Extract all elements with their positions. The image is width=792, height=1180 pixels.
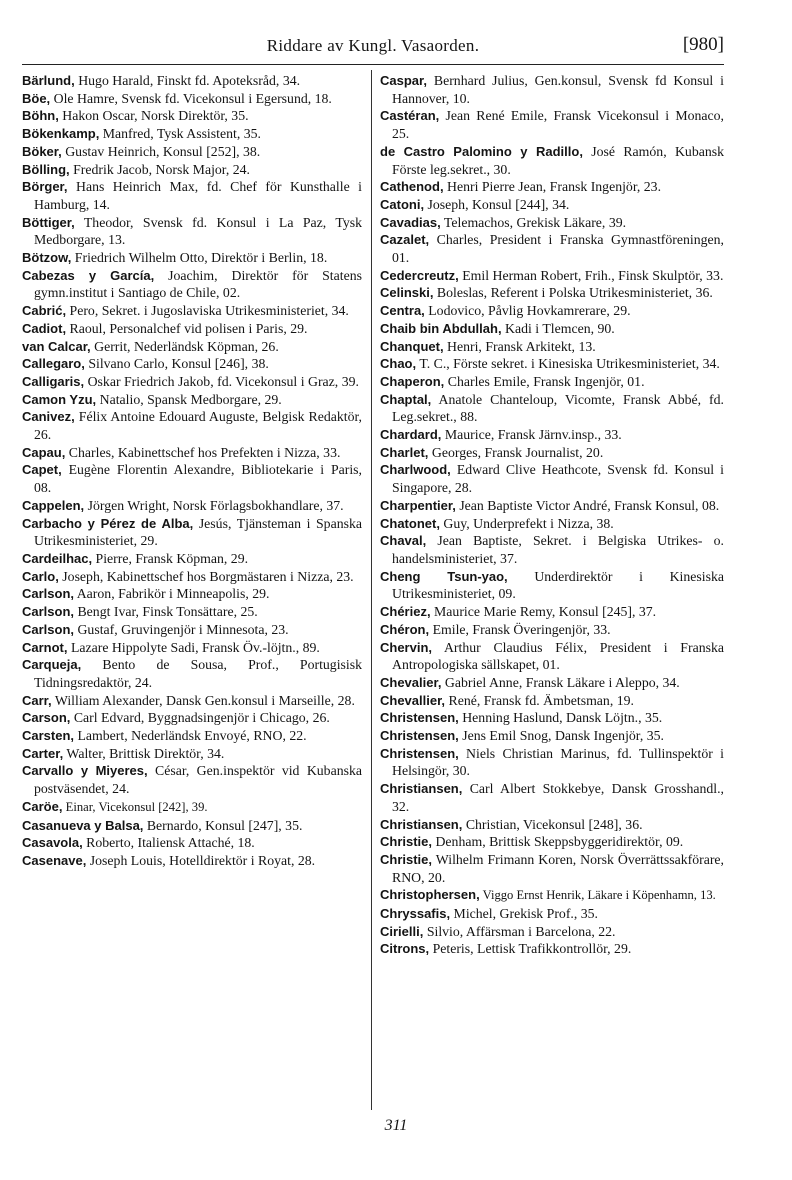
register-entry — [380, 178, 724, 196]
register-entry — [22, 72, 362, 90]
page-footer-number: 311 — [384, 1117, 408, 1134]
entry-details: Henning Haslund, Dansk Löjtn., 35. — [462, 710, 663, 726]
register-entry — [380, 709, 724, 727]
register-entry — [22, 107, 362, 125]
register-entry — [22, 161, 362, 179]
entry-surname: Cirielli, — [380, 923, 424, 939]
page-header — [22, 34, 724, 60]
entry-surname: Cardeilhac, — [22, 550, 93, 566]
register-entry — [22, 762, 362, 797]
entry-details: Underdirektör i Kinesiska Utrikesministeriet, 09. — [392, 568, 724, 602]
entry-surname: Callegaro, — [22, 356, 85, 372]
entry-surname: Canivez, — [22, 409, 75, 425]
entry-details: Silvio, Affärsman i Barcelona, 22. — [426, 923, 616, 939]
entry-details: Silvano Carlo, Konsul [246], 38. — [88, 356, 269, 372]
register-entry — [22, 214, 362, 249]
register-entry — [380, 816, 724, 834]
entry-surname: Carlson, — [22, 586, 75, 602]
register-entry — [22, 338, 362, 356]
register-entry — [380, 745, 724, 780]
entry-details: Jens Emil Snog, Dansk Ingenjör, 35. — [462, 728, 664, 744]
register-entry — [380, 905, 724, 923]
entry-surname: Carqueja, — [22, 657, 82, 673]
entry-details: Jean Baptiste, Sekret. i Belgiska Utrikes- o. handelsministeriet, 37. — [392, 533, 724, 566]
entry-surname: Capau, — [22, 444, 66, 460]
entry-details: Oskar Friedrich Jakob, fd. Vicekonsul i Graz, 39. — [87, 373, 359, 389]
entry-surname: Bötzow, — [22, 250, 72, 266]
register-entry — [380, 444, 724, 462]
entry-details: Charles, President i Franska Gymnastföreningen, 01. — [392, 232, 724, 266]
register-entry — [22, 497, 362, 515]
register-entry — [22, 267, 362, 302]
register-entry — [380, 674, 724, 692]
page-number-bracketed: [980] — [682, 34, 724, 55]
entry-details: Henri Pierre Jean, Fransk Ingenjör, 23. — [447, 179, 662, 195]
entry-surname: Chaib bin Abdullah, — [380, 320, 502, 336]
entry-surname: Casavola, — [22, 835, 83, 851]
register-entry — [380, 391, 724, 426]
entry-details: Peteris, Lettisk Trafikkontrollör, 29. — [432, 941, 632, 957]
register-entry — [380, 532, 724, 567]
entry-details: Michel, Grekisk Prof., 35. — [453, 906, 599, 922]
entry-surname: Centra, — [380, 303, 425, 319]
entry-surname: Camon Yzu, — [22, 391, 97, 407]
entry-details: Telemachos, Grekisk Läkare, 39. — [443, 214, 627, 230]
entry-details: Bernardo, Konsul [247], 35. — [146, 817, 303, 833]
entry-surname: van Calcar, — [22, 338, 91, 354]
register-entry — [380, 621, 724, 639]
entry-details: Joachim, Direktör för Statens gymn.institut i Santiago de Chile, 02. — [34, 267, 362, 301]
register-entry — [380, 833, 724, 851]
entry-details: Jean René Emile, Fransk Vicekonsul i Monaco, 25. — [392, 108, 724, 142]
register-entry — [380, 214, 724, 232]
page-title: Riddare av Kungl. Vasaorden. — [266, 36, 480, 55]
entry-details: Aaron, Fabrikör i Minneapolis, 29. — [76, 586, 270, 602]
entry-surname: Chryssafis, — [380, 906, 451, 922]
entry-surname: Cheng Tsun-yao, — [380, 568, 508, 584]
entry-details: Hugo Harald, Finskt fd. Apoteksråd, 34. — [78, 73, 301, 88]
entry-surname: Catoni, — [380, 196, 425, 212]
entry-details: Ole Hamre, Svensk fd. Vicekonsul i Egersund, 18. — [53, 90, 332, 106]
register-entry — [22, 585, 362, 603]
entry-details: Einar, Vicekonsul [242], 39. — [65, 799, 208, 814]
entry-surname: Celinski, — [380, 285, 434, 301]
entry-details: Charles Emile, Fransk Ingenjör, 01. — [447, 373, 645, 389]
entry-details: Carl Albert Stokkebye, Dansk Grosshandl., 32. — [392, 781, 724, 814]
right-column — [380, 72, 724, 958]
entry-details: Anatole Chanteloup, Vicomte, Fransk Abbé, fd. Leg.sekret., 88. — [392, 391, 724, 425]
entry-surname: Casenave, — [22, 852, 87, 868]
entry-details: Kadi i Tlemcen, 90. — [505, 320, 615, 336]
entry-surname: Christiansen, — [380, 816, 463, 832]
entry-details: Lambert, Nederländsk Envoyé, RNO, 22. — [77, 728, 307, 744]
register-entry — [380, 196, 724, 214]
register-entry — [380, 426, 724, 444]
register-entry — [22, 692, 362, 710]
entry-surname: Chanquet, — [380, 338, 444, 354]
register-entry — [380, 461, 724, 496]
entry-details: Gabriel Anne, Fransk Läkare i Aleppo, 34. — [444, 674, 680, 690]
entry-details: Gustav Heinrich, Konsul [252], 38. — [65, 143, 261, 159]
register-entry — [380, 515, 724, 533]
register-entry — [22, 143, 362, 161]
register-entry — [380, 355, 724, 373]
column-divider — [371, 70, 372, 1110]
register-entry — [380, 497, 724, 515]
entry-surname: Carlson, — [22, 621, 75, 637]
entry-surname: Chevalier, — [380, 674, 442, 690]
register-entry — [22, 817, 362, 835]
entry-surname: Böttiger, — [22, 214, 75, 230]
entry-surname: Christie, — [380, 834, 433, 850]
entry-surname: Carnot, — [22, 639, 68, 655]
entry-surname: Chevallier, — [380, 692, 446, 708]
entry-details: Bengt Ivar, Finsk Tonsättare, 25. — [77, 604, 258, 620]
entry-details: Edward Clive Heathcote, Svensk fd. Konsul i Singapore, 28. — [392, 462, 724, 496]
register-entry — [380, 72, 724, 107]
register-entry — [380, 639, 724, 674]
entry-surname: Charlwood, — [380, 462, 451, 478]
entry-details: Maurice, Fransk Järnv.insp., 33. — [444, 427, 622, 443]
left-column — [22, 72, 362, 870]
entry-surname: Christie, — [380, 851, 433, 867]
register-entry — [22, 444, 362, 462]
register-entry — [22, 798, 362, 817]
register-entry — [22, 745, 362, 763]
register-entry — [22, 125, 362, 143]
entry-details: Félix Antoine Edouard Auguste, Belgisk Redaktör, 26. — [34, 409, 362, 443]
register-entry — [22, 355, 362, 373]
entry-surname: Böker, — [22, 143, 62, 159]
register-entry — [380, 727, 724, 745]
register-entry — [380, 231, 724, 266]
register-entry — [380, 923, 724, 941]
register-entry — [22, 639, 362, 657]
register-entry — [22, 320, 362, 338]
register-entry — [380, 851, 724, 886]
header-rule — [22, 64, 724, 65]
entry-details: Viggo Ernst Henrik, Läkare i Köpenhamn, 13. — [482, 888, 716, 903]
entry-surname: Chéron, — [380, 621, 430, 637]
entry-details: Henri, Fransk Arkitekt, 13. — [447, 338, 596, 354]
entry-surname: Börger, — [22, 179, 68, 195]
entry-details: René, Fransk fd. Ämbetsman, 19. — [448, 692, 634, 708]
register-entry — [380, 284, 724, 302]
entry-surname: Caspar, — [380, 73, 427, 88]
register-entry — [380, 320, 724, 338]
register-entry — [380, 107, 724, 142]
register-entry — [22, 373, 362, 391]
register-entry — [22, 656, 362, 691]
register-entry — [22, 603, 362, 621]
entry-details: Joseph, Konsul [244], 34. — [427, 196, 570, 212]
entry-surname: Christensen, — [380, 710, 459, 726]
entry-surname: Casanueva y Balsa, — [22, 817, 144, 833]
entry-details: Guy, Underprefekt i Nizza, 38. — [443, 515, 614, 531]
entry-details: Jörgen Wright, Norsk Förlagsbokhandlare, 37. — [87, 497, 344, 513]
entry-surname: Chaval, — [380, 533, 427, 549]
entry-details: Pierre, Fransk Köpman, 29. — [95, 550, 249, 566]
entry-surname: Christiansen, — [380, 781, 463, 797]
entry-details: Niels Christian Marinus, fd. Tullinspektör i Helsingör, 30. — [392, 745, 724, 779]
register-entry — [22, 90, 362, 108]
entry-details: Emil Herman Robert, Frih., Finsk Skulptör, 33. — [462, 267, 724, 283]
register-entry — [22, 249, 362, 267]
register-entry — [380, 780, 724, 815]
entry-details: Wilhelm Frimann Koren, Norsk Överrättssakförare, RNO, 20. — [392, 851, 724, 885]
entry-details: T. C., Förste sekret. i Kinesiska Utrikesministeriet, 34. — [419, 356, 720, 372]
entry-surname: Caröe, — [22, 798, 63, 814]
register-entry — [22, 391, 362, 409]
register-entry — [22, 709, 362, 727]
register-entry — [22, 568, 362, 586]
register-entry — [380, 267, 724, 285]
entry-details: Christian, Vicekonsul [248], 36. — [465, 816, 643, 832]
register-entry — [380, 940, 724, 958]
entry-surname: Carter, — [22, 745, 64, 761]
register-entry — [22, 178, 362, 213]
entry-details: Denham, Brittisk Skeppsbyggeridirektör, 09. — [435, 834, 684, 850]
entry-details: Theodor, Svensk fd. Konsul i La Paz, Tysk Medborgare, 13. — [34, 214, 362, 248]
entry-surname: Capet, — [22, 462, 62, 478]
entry-surname: Christensen, — [380, 745, 459, 761]
entry-surname: Cazalet, — [380, 232, 430, 248]
register-entry — [22, 461, 362, 496]
entry-details: Charles, Kabinettschef hos Prefekten i Nizza, 33. — [68, 444, 341, 460]
entry-surname: Bärlund, — [22, 73, 75, 88]
entry-surname: Cappelen, — [22, 497, 85, 513]
register-entry — [22, 852, 362, 870]
entry-details: Joseph, Kabinettschef hos Borgmästaren i Nizza, 23. — [62, 568, 354, 584]
register-entry — [22, 515, 362, 550]
entry-details: Maurice Marie Remy, Konsul [245], 37. — [434, 604, 657, 620]
entry-details: Pero, Sekret. i Jugoslaviska Utrikesministeriet, 34. — [69, 303, 349, 319]
entry-details: Fredrik Jacob, Norsk Major, 24. — [73, 161, 250, 177]
entry-surname: Carvallo y Miyeres, — [22, 763, 148, 779]
register-entry — [22, 727, 362, 745]
entry-details: Friedrich Wilhelm Otto, Direktör i Berlin, 18. — [74, 250, 328, 266]
entry-details: Manfred, Tysk Assistent, 35. — [102, 126, 261, 142]
entry-surname: Chatonet, — [380, 515, 440, 531]
register-entry — [380, 886, 724, 905]
entry-surname: Böe, — [22, 90, 51, 106]
register-entry — [380, 338, 724, 356]
entry-surname: Carbacho y Pérez de Alba, — [22, 515, 194, 531]
register-entry — [380, 692, 724, 710]
entry-surname: Cabezas y García, — [22, 267, 155, 283]
entry-surname: Castéran, — [380, 108, 440, 124]
entry-surname: Cadiot, — [22, 320, 67, 336]
entry-details: Jean Baptiste Victor André, Fransk Konsul, 08. — [459, 497, 720, 513]
register-entry — [380, 143, 724, 178]
entry-details: Raoul, Personalchef vid polisen i Paris, 29. — [69, 320, 308, 336]
entry-details: Bernhard Julius, Gen.konsul, Svensk fd Konsul i Hannover, 10. — [392, 73, 724, 106]
entry-surname: Chériez, — [380, 604, 431, 620]
entry-details: Emile, Fransk Överingenjör, 33. — [432, 621, 611, 637]
entry-details: César, Gen.inspektör vid Kubanska postväsendet, 24. — [34, 763, 362, 797]
entry-details: Lazare Hippolyte Sadi, Fransk Öv.-löjtn., 89. — [70, 639, 320, 655]
entry-surname: Cabrić, — [22, 303, 67, 319]
register-entry — [380, 568, 724, 603]
entry-details: Gerrit, Nederländsk Köpman, 26. — [94, 338, 279, 354]
entry-surname: Charlet, — [380, 444, 429, 460]
register-entry — [380, 302, 724, 320]
entry-surname: Bökenkamp, — [22, 126, 100, 142]
entry-surname: Calligaris, — [22, 373, 85, 389]
entry-surname: Carr, — [22, 692, 52, 708]
entry-details: José Ramón, Kubansk Förste leg.sekret., 30. — [392, 143, 725, 177]
register-entry — [380, 373, 724, 391]
register-entry — [380, 603, 724, 621]
entry-surname: Chao, — [380, 356, 417, 372]
entry-surname: Chaptal, — [380, 391, 432, 407]
entry-surname: Carsten, — [22, 728, 75, 744]
entry-surname: Carlo, — [22, 568, 59, 584]
entry-surname: Carson, — [22, 710, 71, 726]
entry-surname: Chardard, — [380, 427, 442, 443]
entry-surname: Christensen, — [380, 728, 459, 744]
entry-surname: Cavadias, — [380, 214, 441, 230]
entry-details: Carl Edvard, Byggnadsingenjör i Chicago, 26. — [73, 710, 330, 726]
register-entry — [22, 302, 362, 320]
entry-surname: Chaperon, — [380, 373, 445, 389]
entry-details: Bento de Sousa, Prof., Portugisisk Tidningsredaktör, 24. — [34, 657, 362, 690]
entry-details: Walter, Brittisk Direktör, 34. — [66, 745, 225, 761]
entry-surname: Bölling, — [22, 161, 70, 177]
entry-surname: Cedercreutz, — [380, 267, 459, 283]
entry-surname: Christophersen, — [380, 887, 480, 903]
entry-details: Natalio, Spansk Medborgare, 29. — [99, 391, 282, 407]
entry-details: Gustaf, Gruvingenjör i Minnesota, 23. — [77, 621, 289, 637]
entry-details: Jesús, Tjänsteman i Spanska Utrikesministeriet, 29. — [34, 515, 362, 549]
entry-details: Lodovico, Påvlig Hovkamrerare, 29. — [428, 303, 631, 319]
entry-details: Eugène Florentin Alexandre, Bibliotekarie i Paris, 08. — [34, 462, 362, 496]
register-entry — [22, 550, 362, 568]
entry-details: William Alexander, Dansk Gen.konsul i Marseille, 28. — [54, 692, 355, 708]
register-entry — [22, 408, 362, 443]
register-entry — [22, 621, 362, 639]
entry-details: Roberto, Italiensk Attaché, 18. — [86, 835, 255, 851]
entry-surname: Citrons, — [380, 941, 430, 957]
entry-details: Joseph Louis, Hotelldirektör i Royat, 28. — [89, 852, 316, 868]
entry-details: Arthur Claudius Félix, President i Franska Antropologiska sällskapet, 01. — [392, 639, 724, 673]
entry-details: Hans Heinrich Max, fd. Chef för Kunsthalle i Hamburg, 14. — [34, 179, 363, 212]
entry-surname: Chervin, — [380, 639, 433, 655]
entry-details: Boleslas, Referent i Polska Utrikesministeriet, 36. — [436, 285, 713, 301]
entry-details: Georges, Fransk Journalist, 20. — [431, 444, 604, 460]
entry-details: Hakon Oscar, Norsk Direktör, 35. — [62, 108, 249, 124]
register-entry — [22, 834, 362, 852]
entry-surname: Charpentier, — [380, 497, 456, 513]
entry-surname: Böhn, — [22, 108, 59, 124]
entry-surname: Carlson, — [22, 604, 75, 620]
entry-surname: Cathenod, — [380, 179, 444, 195]
entry-surname: de Castro Palomino y Radillo, — [380, 143, 583, 159]
